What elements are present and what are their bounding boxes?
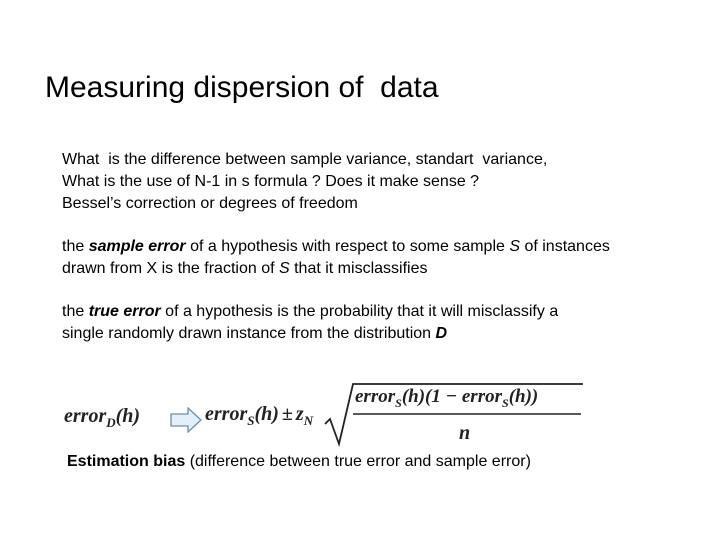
formula-text: error: [64, 405, 107, 427]
formula-denominator: n: [459, 422, 471, 444]
sample-error-definition: [62, 236, 610, 280]
formula-text: error: [355, 386, 396, 407]
plus-minus-sign: ±: [281, 403, 293, 425]
estimation-bias-label: Estimation bias: [67, 453, 186, 470]
text-span: of a hypothesis with respect to some sample: [185, 238, 510, 255]
formula-text: (h)): [508, 386, 539, 407]
right-arrow-icon: [170, 407, 202, 433]
question-line: What is the use of N-1 in s formula ? Does it make sense ?: [62, 173, 480, 190]
questions-paragraph: [62, 149, 547, 215]
text-span: the: [62, 303, 89, 320]
formula-numerator: [355, 384, 538, 416]
definition-line: [62, 258, 610, 280]
text-span: the: [62, 238, 89, 255]
formula-text: (h): [115, 405, 141, 427]
estimation-bias-text: (difference between true error and sample error): [185, 453, 531, 470]
formula-text: (h): [254, 403, 279, 425]
definition-line: [62, 301, 558, 323]
formula-text: (h)(1 − error: [401, 386, 502, 407]
text-span: that it misclassifies: [289, 260, 428, 277]
variable-d: D: [435, 325, 448, 342]
text-span: of a hypothesis is the probability that it will misclassify a: [160, 303, 559, 320]
true-error-term: true error: [88, 303, 161, 320]
variable-s: S: [278, 260, 290, 277]
text-span: single randomly drawn instance from the distribution: [62, 325, 436, 342]
formula-subscript: S: [247, 413, 255, 428]
confidence-interval-formula: [205, 380, 585, 450]
true-error-definition: [62, 301, 558, 345]
sample-error-term: sample error: [88, 238, 186, 255]
formula-subscript: S: [502, 395, 509, 410]
estimation-bias-line: [67, 451, 531, 473]
definition-line: [62, 323, 558, 345]
text-span: of instances: [520, 238, 610, 255]
variable-s: S: [509, 238, 521, 255]
question-line: Bessel’s correction or degrees of freedom: [62, 195, 358, 212]
question-line: What is the difference between sample variance, standart variance,: [62, 151, 548, 168]
formula-text: z: [295, 403, 304, 425]
true-error-formula: [64, 402, 140, 437]
definition-line: [62, 236, 610, 258]
formula-subscript: N: [303, 413, 314, 428]
slide-title: Measuring dispersion of data: [45, 71, 439, 104]
formula-subscript: S: [395, 395, 402, 410]
formula-subscript: D: [106, 415, 116, 430]
text-span: drawn from X is the fraction of: [62, 260, 279, 277]
formula-text: error: [205, 403, 248, 425]
formula-lead: [205, 400, 313, 435]
